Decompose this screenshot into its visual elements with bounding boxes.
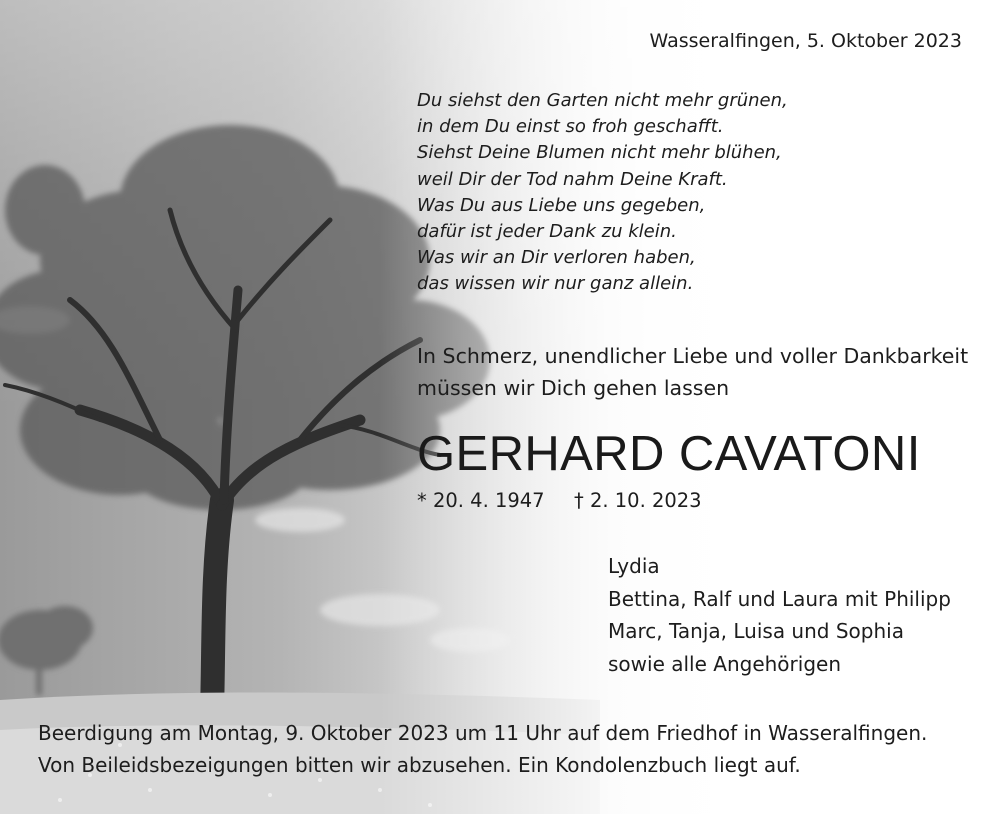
place-and-date: Wasseralfingen, 5. Oktober 2023: [649, 30, 962, 52]
poem: [417, 88, 788, 298]
funeral-line: Beerdigung am Montag, 9. Oktober 2023 um 11 Uhr auf dem Friedhof in Wasseralfingen.: [38, 721, 928, 745]
poem-line: dafür ist jeder Dank zu klein.: [417, 221, 677, 243]
poem-line: Du siehst den Garten nicht mehr grünen,: [417, 90, 788, 111]
intro-text: [417, 340, 968, 404]
poem-line: Was Du aus Liebe uns gegeben,: [417, 194, 706, 216]
mourner-line: Bettina, Ralf und Laura mit Philipp: [608, 586, 951, 611]
mourner-line: Marc, Tanja, Luisa und Sophia: [608, 619, 904, 643]
poem-line: das wissen wir nur ganz allein.: [417, 273, 694, 295]
poem-line: weil Dir der Tod nahm Deine Kraft.: [417, 168, 728, 190]
mourner-line: Lydia: [608, 554, 660, 578]
intro-line: müssen wir Dich gehen lassen: [417, 376, 730, 400]
birth-date: * 20. 4. 1947: [417, 489, 545, 512]
funeral-info: [38, 718, 927, 781]
mourner-line: sowie alle Angehörigen: [608, 651, 841, 676]
mourners-list: [608, 550, 951, 680]
poem-line: in dem Du einst so froh geschafft.: [417, 116, 724, 138]
poem-line: Was wir an Dir verloren haben,: [417, 247, 696, 269]
death-date: † 2. 10. 2023: [574, 489, 702, 512]
deceased-name: GERHARD CAVATONI: [417, 427, 921, 481]
funeral-line: Von Beileidsbezeigungen bitten wir abzusehen. Ein Kondolenzbuch liegt auf.: [38, 752, 801, 777]
poem-line: Siehst Deine Blumen nicht mehr blühen,: [417, 142, 782, 164]
intro-line: In Schmerz, unendlicher Liebe und voller Dankbarkeit: [417, 344, 969, 368]
